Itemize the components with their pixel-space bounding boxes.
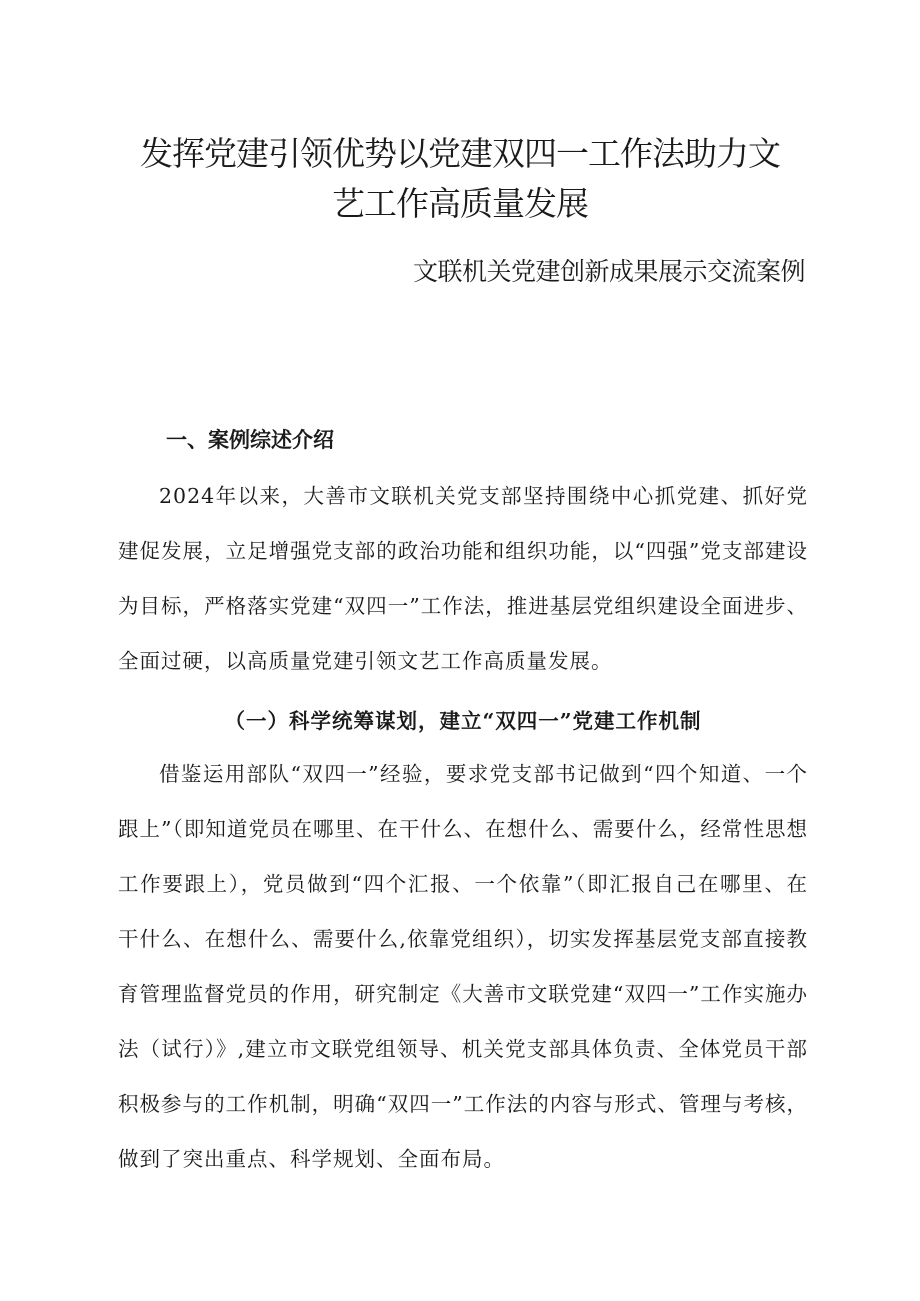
document-title-line-2: 艺工作高质量发展 [332, 184, 588, 223]
document-subtitle: 文联机关党建创新成果展示交流案例 [412, 257, 805, 286]
document-title-line-1: 发挥党建引领优势以党建双四一工作法助力文 [140, 134, 780, 173]
section-heading-overview: 一、案例综述介绍 [166, 428, 334, 452]
subsection-heading-mechanism: （一）科学统筹谋划，建立“双四一”党建工作机制 [224, 709, 702, 733]
paragraph-intro: 2024年以来，大善市文联机关党支部坚持围绕中心抓党建、抓好党建促发展，立足增强党支部的政治功能和组织功能，以“四强”党支部建设为目标，严格落实党建“双四一”工作法，推进基层党组织建设全面进步、全面过硬，以高质量党建引领文艺工作高质量发展。 [118, 484, 808, 673]
paragraph-mechanism: 借鉴运用部队“双四一”经验，要求党支部书记做到“四个知道、一个跟上”（即知道党员在哪里、在干什么、在想什么、需要什么，经常性思想工作要跟上），党员做到“四个汇报、一个依靠”（即汇报自己在哪里、在干什么、在想什么、需要什么,依靠党组织），切实发挥基层党支部直接教育管理监督党员的作用，研究制定《大善市文联党建“双四一”工作实施办法（试行）》,建立市文联党组领导、机关党支部具体负责、全体党员干部积极参与的工作机制，明确“双四一”工作法的内容与形式、管理与考核，做到了突出重点、科学规划、全面布局。 [118, 762, 808, 1171]
